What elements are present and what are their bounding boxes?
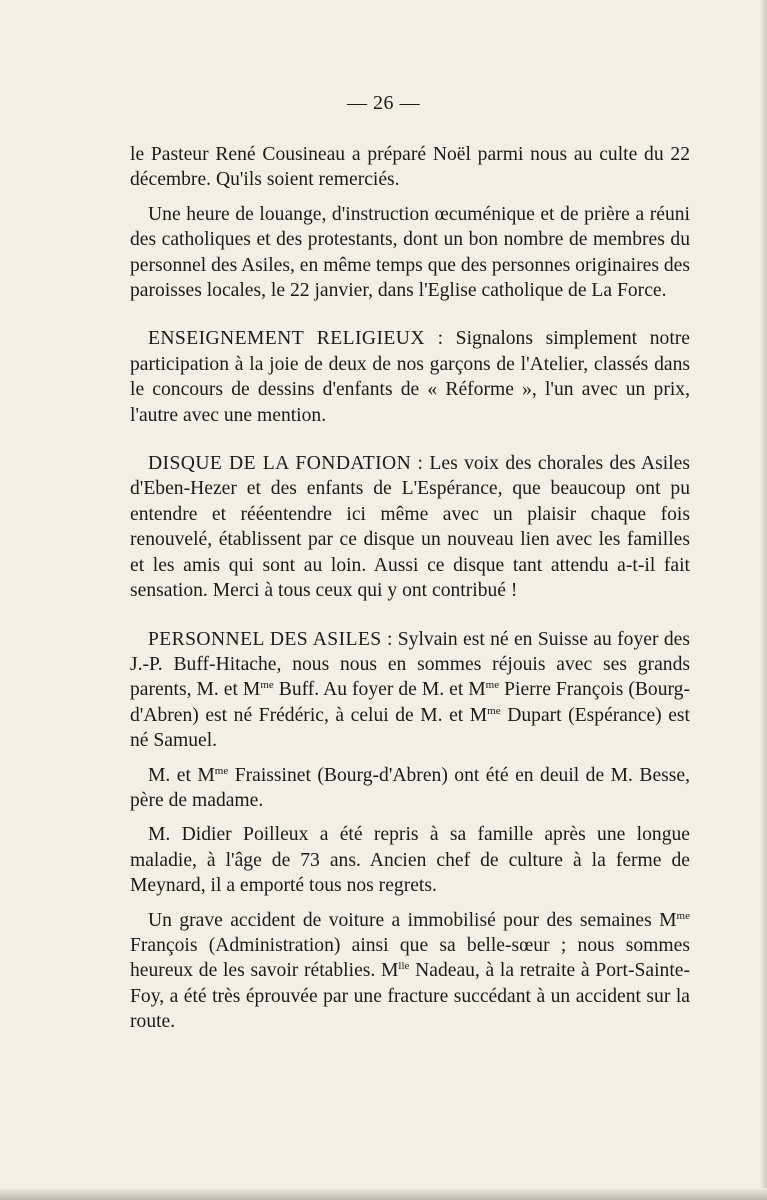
- accident-text-2: François (Administration) ainsi que sa belle-sœur ; nous sommes heureux de les savoir rétablies. M: [130, 934, 690, 982]
- paragraph-accident: [130, 908, 690, 1035]
- paragraph-personnel: [130, 627, 690, 754]
- body-text: [130, 142, 690, 1035]
- deuil-text-2: Fraissinet (Bourg-d'Abren) ont été en deuil de M. Besse, père de madame.: [130, 764, 690, 811]
- page-number: — 26 —: [347, 92, 420, 114]
- superscript-me: me: [487, 704, 501, 717]
- personnel-text-1: : Sylvain est né en Suisse au foyer des J.-P. Buff-Hitache, nous nous en sommes réjouis avec ses grands parents, M. et M: [130, 628, 690, 701]
- page-edge-bottom: [0, 1188, 767, 1200]
- superscript-lle: lle: [398, 960, 410, 973]
- section-heading-enseignement: ENSEIGNEMENT RELIGIEUX: [148, 328, 425, 350]
- accident-text-1: Un grave accident de voiture a immobilisé pour des semaines M: [148, 909, 677, 931]
- deuil-text-1: M. et M: [148, 764, 215, 786]
- personnel-text-4: Dupart (Espérance) est né Samuel.: [130, 704, 690, 752]
- superscript-me: me: [214, 764, 229, 777]
- section-heading-personnel: PERSONNEL DES ASILES: [148, 628, 382, 650]
- paragraph-louange: Une heure de louange, d'instruction œcuménique et de prière a réuni des catholiques et des protestants, dont un bon nombre de membres du personnel des Asiles, en même temps que des personnes originaires des paroisses locales, le 22 janvier, dans l'Eglise catholique de La Force.: [130, 203, 690, 302]
- accident-text-3: Nadeau, à la retraite à Port-Sainte-Foy, a été très éprouvée par une fracture succédant à un accident sur la route.: [130, 960, 690, 1033]
- page-edge-right: [761, 0, 767, 1200]
- personnel-text-2: Buff. Au foyer de M. et M: [273, 679, 486, 701]
- paragraph-poilleux: M. Didier Poilleux a été repris à sa famille après une longue maladie, à l'âge de 73 ans. Ancien chef de culture à la ferme de Meynard, il a emporté tous nos regrets.: [130, 824, 690, 897]
- section-heading-disque: DISQUE DE LA FONDATION: [148, 453, 412, 475]
- superscript-me: me: [260, 679, 274, 692]
- paragraph-enseignement-text: : Signalons simplement notre participation à la joie de deux de nos garçons de l'Atelier, classés dans le concours de dessins d'enfants de « Réforme », l'un avec un prix, l'autre avec une mention.: [130, 328, 691, 426]
- superscript-me: me: [676, 909, 690, 922]
- personnel-text-3: Pierre François (Bourg-d'Abren) est né Frédéric, à celui de M. et M: [130, 679, 691, 726]
- paragraph-deuil: [130, 763, 690, 814]
- paragraph-enseignement: [130, 326, 690, 428]
- paragraph-disque: [130, 451, 690, 603]
- paragraph-noel: le Pasteur René Cousineau a préparé Noël parmi nous au culte du 22 décembre. Qu'ils soient remerciés.: [130, 144, 690, 191]
- paragraph-disque-text: : Les voix des chorales des Asiles d'Eben-Hezer et des enfants de L'Espérance, que beaucoup ont pu entendre et rééentendre ici même avec un plaisir chaque fois renouvelé, établissent par ce disque un nouveau lien avec les familles et les amis qui sont au loin. Aussi ce disque tant attendu a-t-il fait sensation. Merci à tous ceux qui y ont contribué !: [130, 453, 690, 602]
- superscript-me: me: [485, 679, 500, 692]
